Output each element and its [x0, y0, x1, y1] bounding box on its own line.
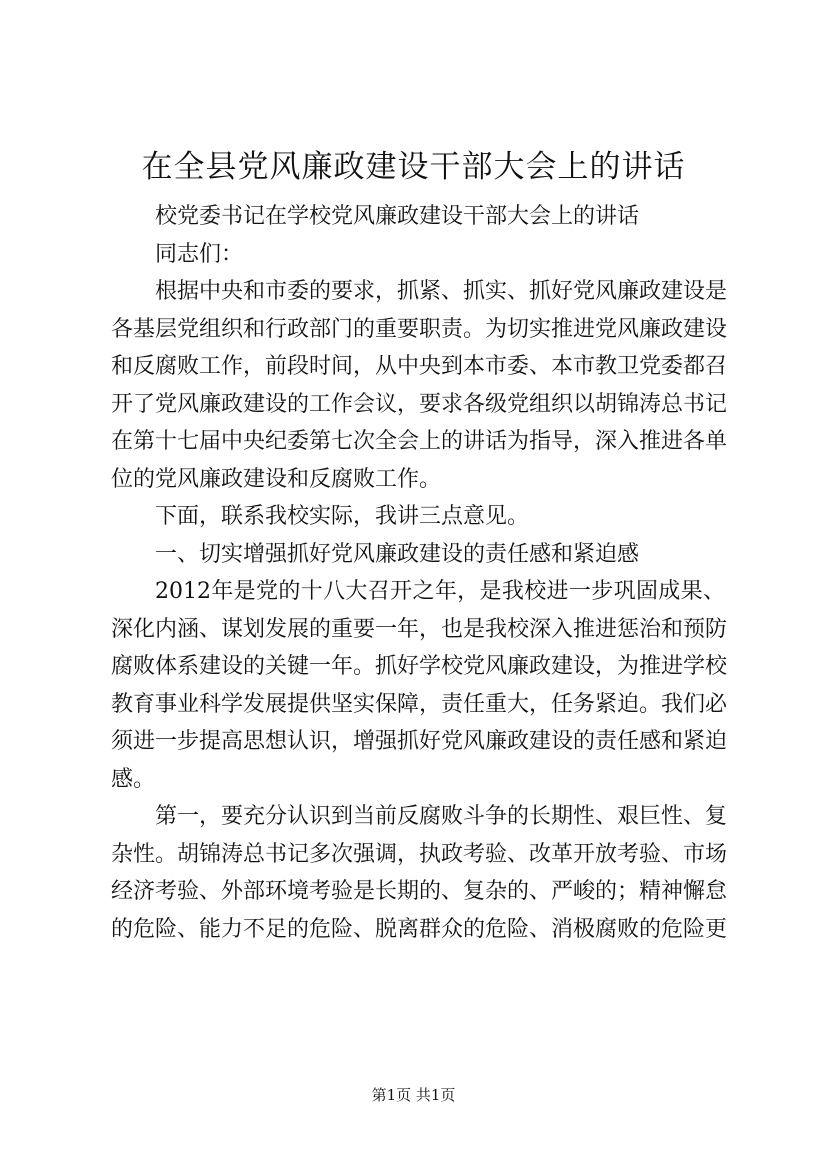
document-title: 在全县党风廉政建设干部大会上的讲话: [141, 149, 686, 185]
text-line: 杂性。胡锦涛总书记多次强调，执政考验、改革开放考验、市场: [111, 841, 728, 867]
text-line: 同志们：: [155, 241, 244, 267]
text-line: 各基层党组织和行政部门的重要职责。为切实推进党风廉政建设: [111, 316, 728, 342]
text-line: 深化内涵、谋划发展的重要一年，也是我校深入推进惩治和预防: [111, 616, 728, 642]
document-body: [111, 198, 728, 948]
text-line: 2012年是党的十八大召开之年，是我校进一步巩固成果、: [155, 579, 725, 604]
text-line: 校党委书记在学校党风廉政建设干部大会上的讲话: [155, 204, 640, 229]
text-line: 一、切实增强抓好党风廉政建设的责任感和紧迫感: [155, 541, 640, 567]
text-line: 根据中央和市委的要求，抓紧、抓实、抓好党风廉政建设是: [155, 279, 728, 304]
text-line: 位的党风廉政建设和反腐败工作。: [111, 466, 442, 492]
text-line: 开了党风廉政建设的工作会议，要求各级党组织以胡锦涛总书记: [111, 391, 728, 417]
page-footer: 第1页 共1页: [371, 1086, 456, 1104]
text-line: 须进一步提高思想认识，增强抓好党风廉政建设的责任感和紧迫: [111, 729, 728, 754]
text-line: 第一，要充分认识到当前反腐败斗争的长期性、艰巨性、复: [155, 804, 728, 829]
text-line: 在第十七届中央纪委第七次全会上的讲话为指导，深入推进各单: [111, 429, 728, 454]
text-line: 和反腐败工作，前段时间，从中央到本市委、本市教卫党委都召: [111, 354, 728, 379]
text-line: 腐败体系建设的关键一年。抓好学校党风廉政建设，为推进学校: [111, 654, 728, 679]
text-line: 下面，联系我校实际，我讲三点意见。: [155, 504, 530, 529]
text-line: 经济考验、外部环境考验是长期的、复杂的、严峻的；精神懈怠: [111, 879, 728, 904]
text-line: 的危险、能力不足的危险、脱离群众的危险、消极腐败的危险更: [111, 916, 728, 942]
text-line: 教育事业科学发展提供坚实保障，责任重大，任务紧迫。我们必: [111, 691, 728, 717]
text-line: 感。: [111, 766, 156, 792]
